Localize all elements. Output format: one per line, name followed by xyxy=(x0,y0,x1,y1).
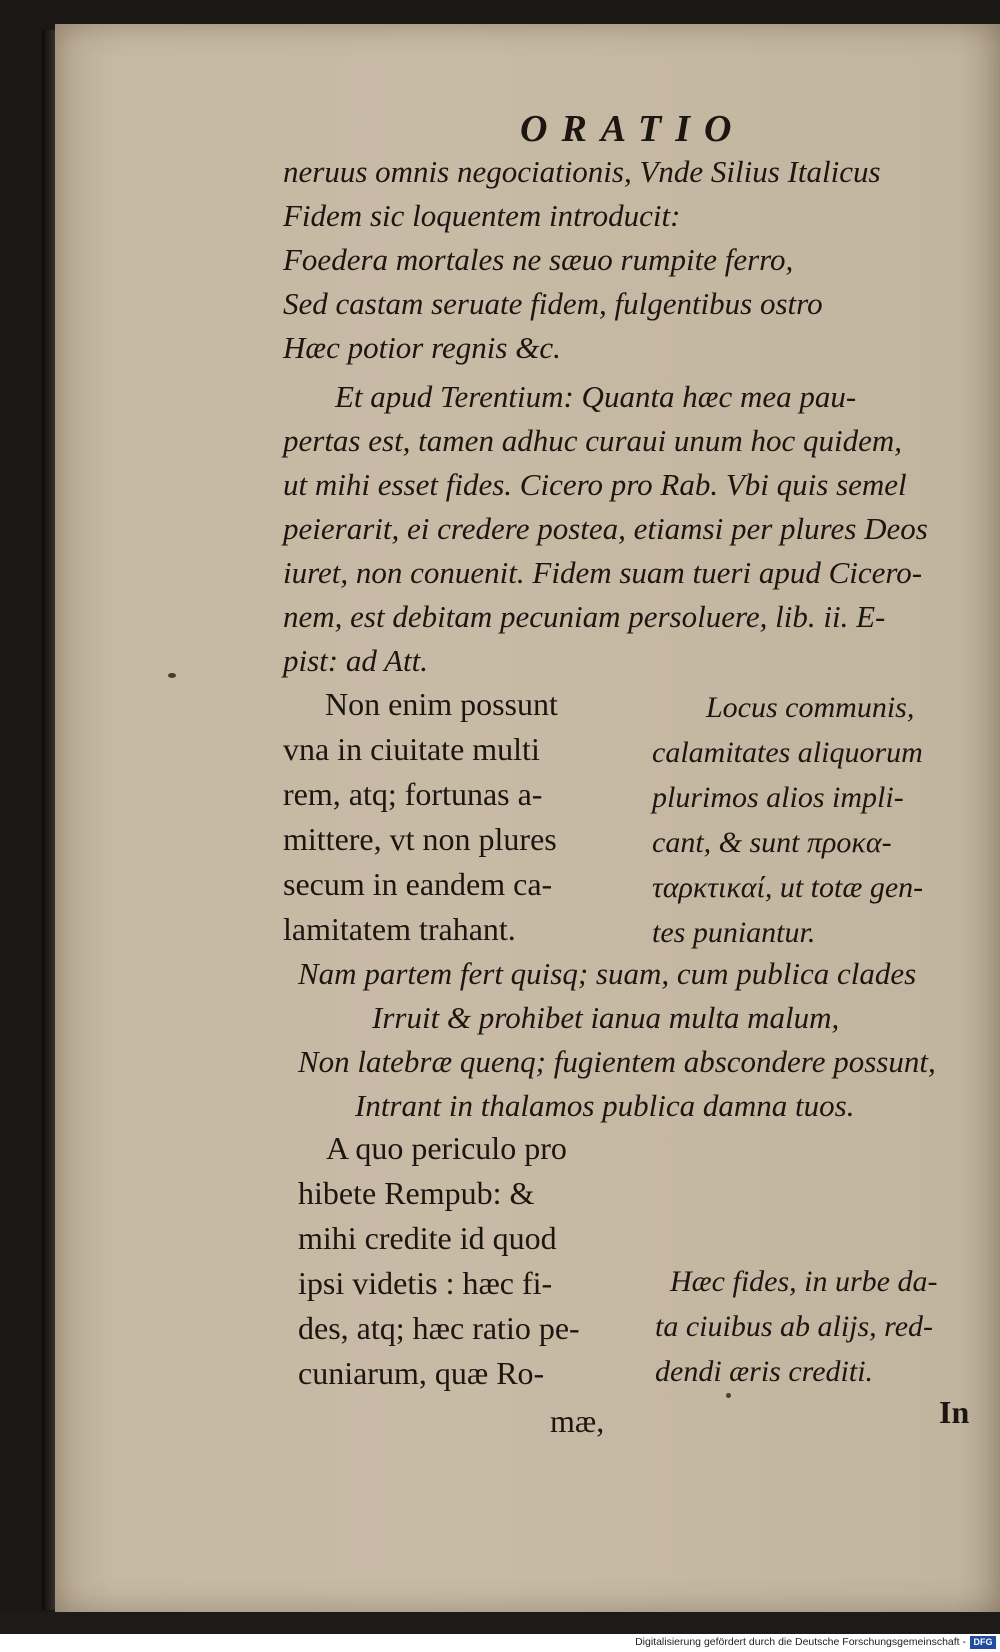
roman2-line-2: hibete Rempub: & xyxy=(298,1175,535,1211)
text-line-2: Fidem sic loquentem introducit: xyxy=(283,198,681,233)
roman-line-3: rem, atq; fortunas a- xyxy=(283,776,543,812)
roman2-line-5: des, atq; hæc ratio pe- xyxy=(298,1310,580,1346)
verse-line-2: Irruit & prohibet ianua multa malum, xyxy=(372,1000,840,1035)
text-line-7: pertas est, tamen adhuc curaui unum hoc quidem, xyxy=(283,423,903,458)
side-note-2-line-1: Hæc fides, in urbe da- xyxy=(670,1265,938,1298)
side-note-1-line-1: Locus communis, xyxy=(706,691,915,724)
text-line-10: iuret, non conuenit. Fidem suam tueri apud Cicero- xyxy=(283,555,923,590)
roman-line-4: mittere, vt non plures xyxy=(283,821,557,857)
catchword-left: mæ, xyxy=(550,1403,605,1439)
scanner-bed xyxy=(0,1612,1000,1634)
text-line-9: peierarit, ei credere postea, etiamsi per plures Deos xyxy=(283,511,928,546)
ink-speck xyxy=(726,1393,731,1398)
text-line-3: Foedera mortales ne sæuo rumpite ferro, xyxy=(283,242,794,277)
footer-credit: Digitalisierung gefördert durch die Deutsche Forschungsgemeinschaft - xyxy=(635,1636,966,1648)
side-note-1-line-4: cant, & sunt προκα- xyxy=(652,826,892,859)
side-note-1-line-2: calamitates aliquorum xyxy=(652,736,923,769)
roman-line-5: secum in eandem ca- xyxy=(283,866,553,902)
text-line-4: Sed castam seruate fidem, fulgentibus ostro xyxy=(283,286,823,321)
roman-line-6: lamitatem trahant. xyxy=(283,911,516,947)
catchword-right: In xyxy=(939,1394,970,1430)
text-line-6: Et apud Terentium: Quanta hæc mea pau- xyxy=(335,379,857,414)
text-line-12: pist: ad Att. xyxy=(283,643,428,678)
side-note-1-line-5: ταρκτικαί, ut totæ gen- xyxy=(652,871,924,904)
text-line-8: ut mihi esset fides. Cicero pro Rab. Vbi quis semel xyxy=(283,467,907,502)
roman2-line-1: A quo periculo pro xyxy=(326,1130,567,1166)
roman2-line-6: cuniarum, quæ Ro- xyxy=(298,1355,545,1391)
roman-line-1: Non enim possunt xyxy=(325,686,558,722)
text-line-11: nem, est debitam pecuniam persoluere, lib. ii. E- xyxy=(283,599,886,634)
dfg-logo: DFG xyxy=(970,1636,996,1649)
side-note-2-line-3: dendi æris crediti. xyxy=(655,1355,874,1388)
running-head: ORATIO xyxy=(520,108,746,150)
verse-line-3: Non latebræ quenq; fugientem abscondere possunt, xyxy=(298,1044,936,1079)
roman-line-2: vna in ciuitate multi xyxy=(283,731,540,767)
roman2-line-3: mihi credite id quod xyxy=(298,1220,557,1256)
text-line-1: neruus omnis negociationis, Vnde Silius Italicus xyxy=(283,154,881,189)
side-note-1-line-6: tes puniantur. xyxy=(652,916,816,949)
ink-speck xyxy=(168,673,176,678)
verse-line-1: Nam partem fert quisq; suam, cum publica clades xyxy=(298,956,917,991)
text-line-5: Hæc potior regnis &c. xyxy=(283,330,561,365)
side-note-2-line-2: ta ciuibus ab alijs, red- xyxy=(655,1310,934,1343)
side-note-1-line-3: plurimos alios impli- xyxy=(652,781,904,814)
verse-line-4: Intrant in thalamos publica damna tuos. xyxy=(355,1088,855,1123)
roman2-line-4: ipsi videtis : hæc fi- xyxy=(298,1265,553,1301)
book-edge-shadow xyxy=(42,30,56,1610)
